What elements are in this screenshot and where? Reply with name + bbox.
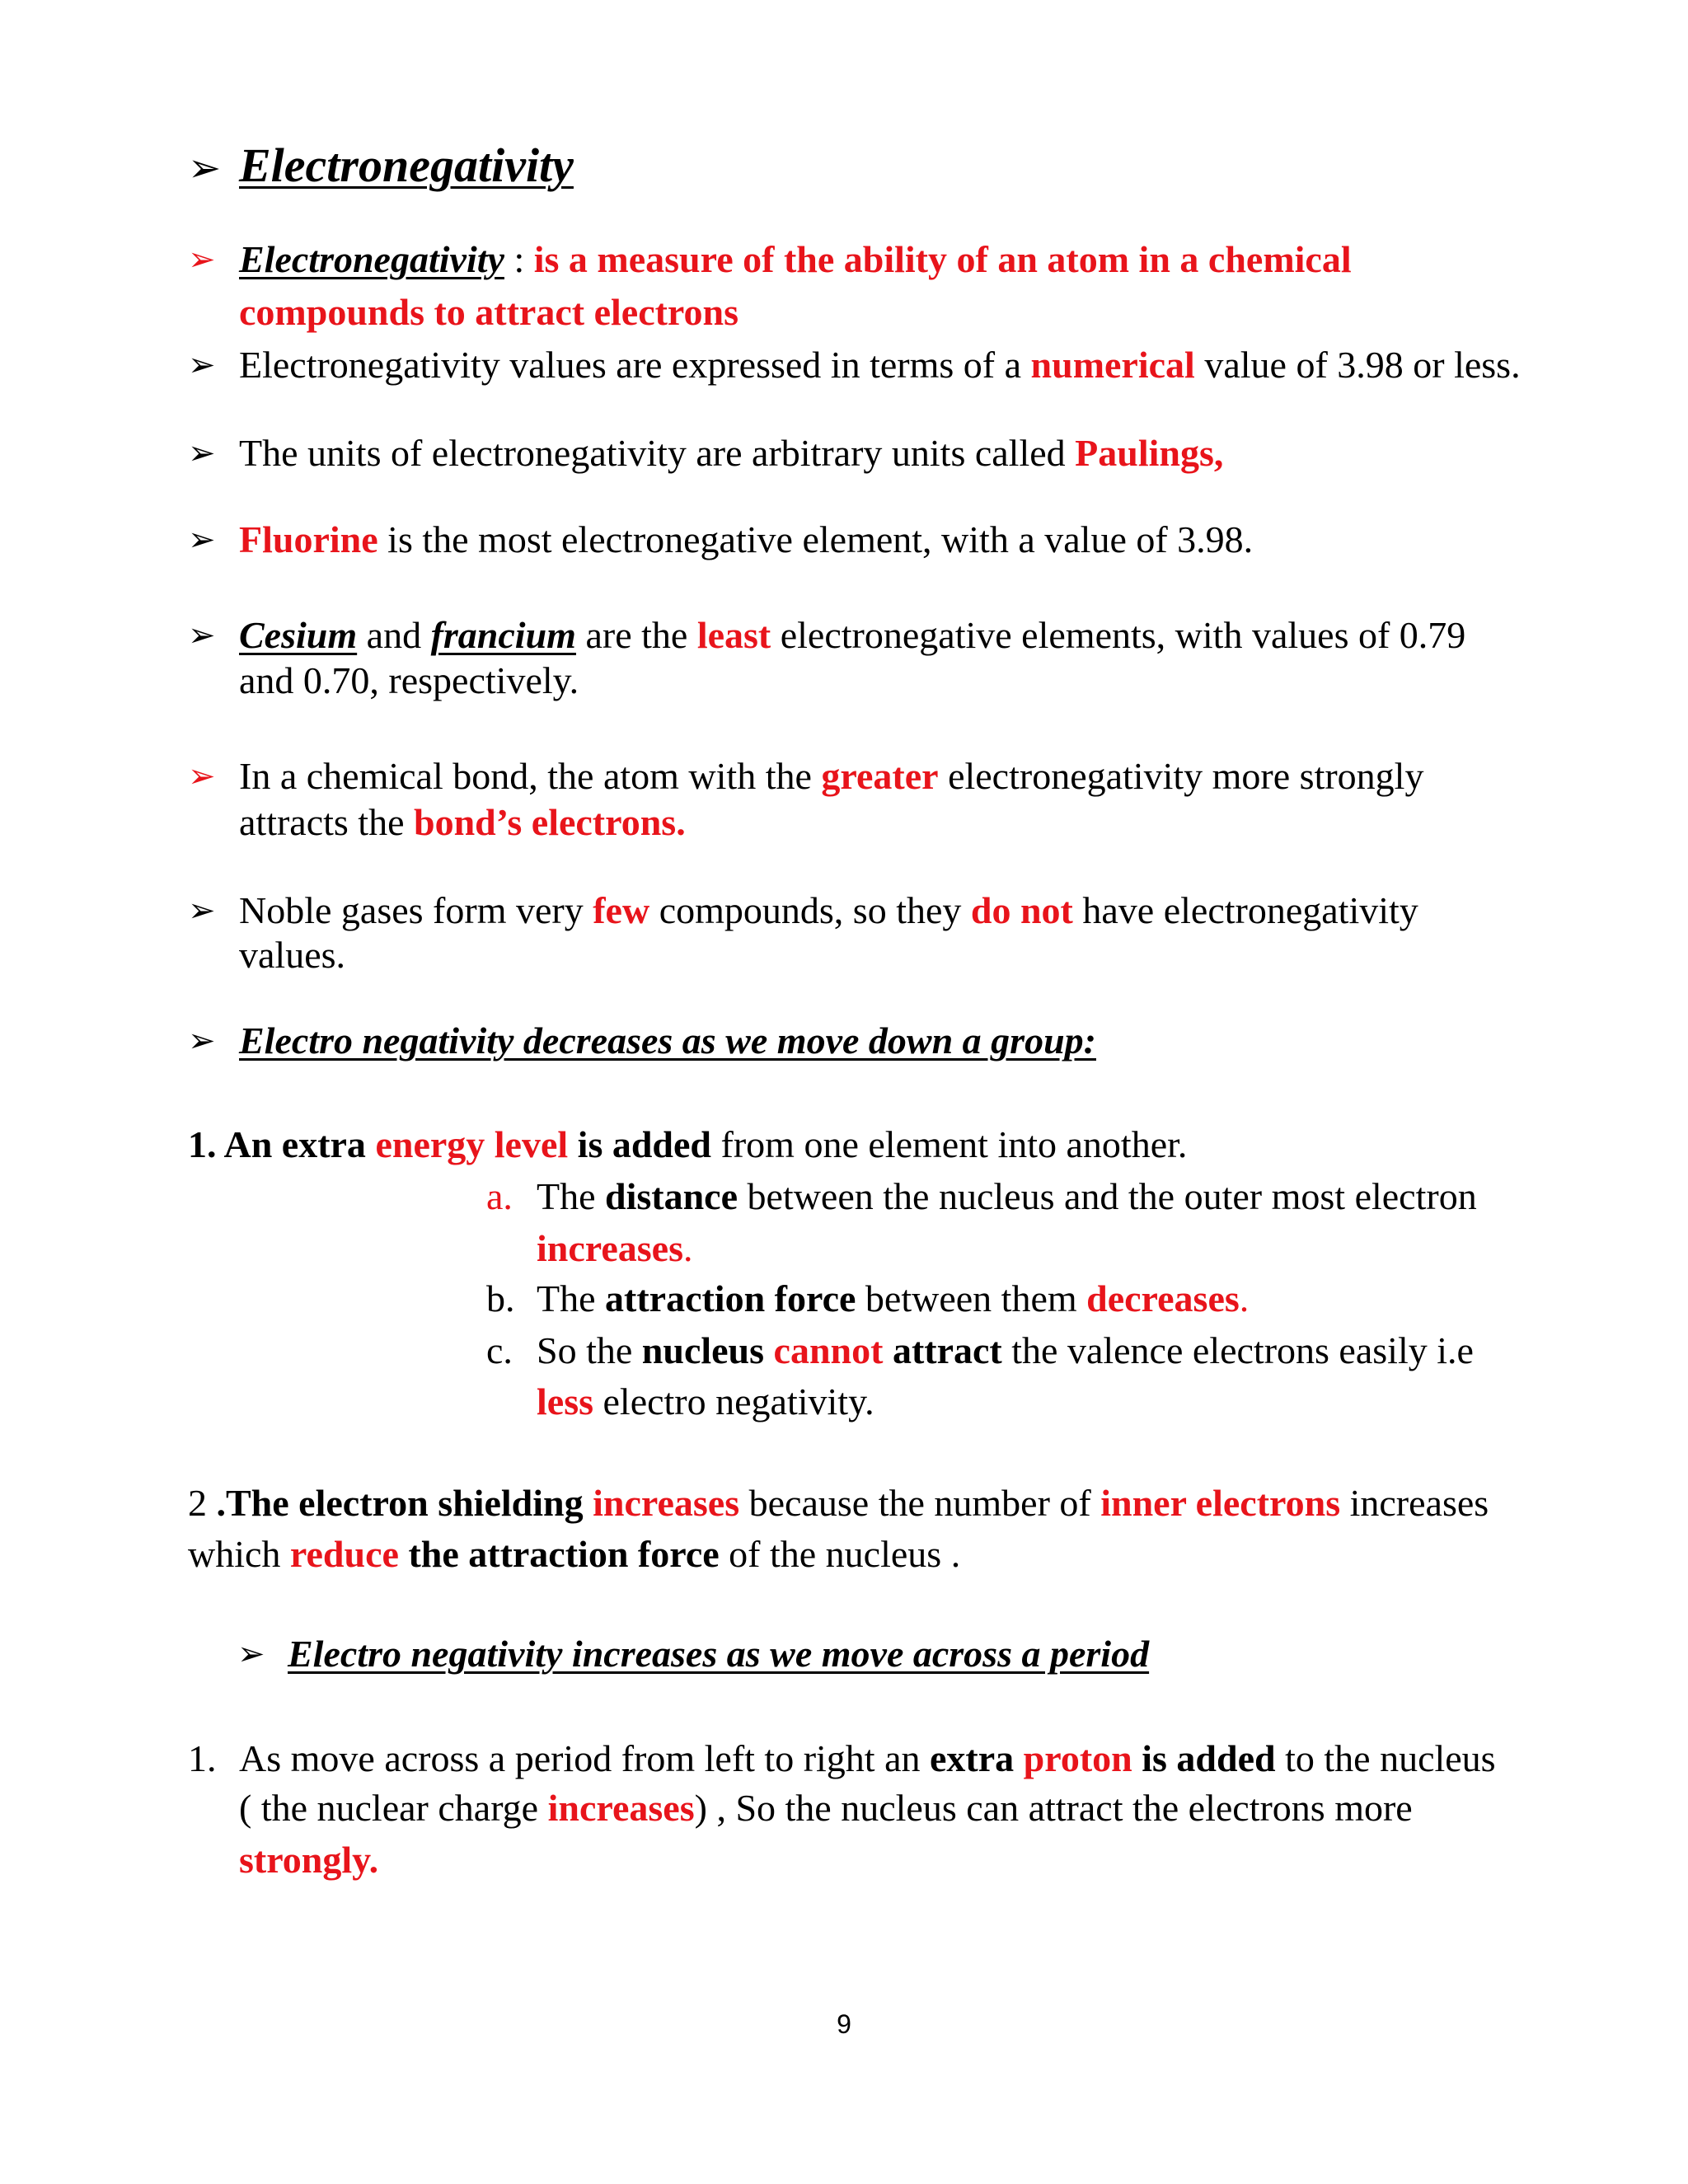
- values-text-end: value of 3.98 or less.: [1194, 344, 1521, 386]
- period-line2-end: ) , So the nucleus can attract the electrons more: [694, 1787, 1413, 1829]
- reason-line2-end: of the nucleus .: [719, 1533, 961, 1575]
- reason-highlight: energy level: [375, 1123, 569, 1165]
- values-line: [239, 342, 1521, 388]
- arrow-bullet-icon: ➢: [188, 616, 216, 654]
- cesium-and: and: [357, 614, 431, 656]
- noble-line-2: values.: [239, 934, 346, 976]
- period-reason-highlight: proton: [1023, 1737, 1132, 1779]
- arrow-bullet-icon: ➢: [188, 434, 216, 472]
- arrow-bullet-icon: ➢: [188, 757, 216, 795]
- arrow-bullet-icon: ➢: [188, 241, 216, 279]
- sub-a-text-end: between the nucleus and the outer most electron: [738, 1175, 1477, 1217]
- page-title: Electronegativity: [239, 138, 574, 192]
- reason-line2-highlight: reduce: [289, 1533, 399, 1575]
- reason-line2-text: which: [188, 1533, 290, 1575]
- cesium-line-2: and 0.70, respectively.: [239, 659, 579, 701]
- bond-line2-text: attracts the: [239, 801, 415, 843]
- period-reason-1-line-3: strongly.: [239, 1839, 379, 1881]
- arrow-bullet-icon: ➢: [188, 145, 222, 191]
- group-reason-1: [188, 1122, 1187, 1168]
- sub-item-c-line-1: [537, 1328, 1474, 1374]
- units-highlight: Paulings,: [1075, 432, 1224, 474]
- reason-text: from one element into another.: [711, 1123, 1188, 1165]
- definition-line-1: [239, 237, 1352, 283]
- reason-number: 1.: [188, 1123, 224, 1165]
- definition-colon: :: [504, 238, 534, 280]
- page-number: 9: [837, 2009, 851, 2039]
- reason-mid: because the number of: [739, 1482, 1101, 1524]
- bond-line2-highlight: bond’s electrons.: [414, 801, 686, 843]
- definition-term: Electronegativity: [239, 238, 504, 280]
- reason-bold: An extra: [223, 1123, 376, 1165]
- sub-c-line2-highlight: less: [537, 1380, 593, 1422]
- francium-term: francium: [430, 614, 576, 656]
- reason-highlight: increases: [593, 1482, 740, 1524]
- period-heading: Electro negativity increases as we move across a period: [288, 1633, 1150, 1675]
- arrow-bullet-icon: ➢: [188, 892, 216, 930]
- definition-text: is a measure of the ability of an atom in a chemical: [533, 238, 1352, 280]
- sub-item-a-line-2: [537, 1226, 693, 1272]
- fluorine-line: [239, 517, 1253, 563]
- sub-a-period: .: [683, 1227, 693, 1269]
- bond-line-1: [239, 753, 1423, 799]
- definition-line-2: compounds to attract electrons: [239, 291, 738, 333]
- arrow-bullet-icon: ➢: [188, 521, 216, 559]
- units-line: [239, 430, 1223, 476]
- bond-text: In a chemical bond, the atom with the: [239, 755, 822, 797]
- period-reason-text: As move across a period from left to right an: [239, 1737, 930, 1779]
- sub-c-highlight: cannot: [773, 1329, 884, 1371]
- sub-c-bold-2: attract: [883, 1329, 1002, 1371]
- sub-a-highlight: increases: [537, 1227, 684, 1269]
- noble-highlight-few: few: [593, 889, 650, 931]
- cesium-line-1: [239, 612, 1465, 658]
- arrow-bullet-icon: ➢: [188, 346, 216, 384]
- sub-b-period: .: [1239, 1277, 1250, 1319]
- fluorine-highlight: Fluorine: [239, 518, 378, 560]
- sub-b-bold: attraction force: [605, 1277, 856, 1319]
- group-reason-2-line-2: [188, 1531, 960, 1577]
- values-text: Electronegativity values are expressed in terms of a: [239, 344, 1031, 386]
- sub-label-c: c.: [486, 1329, 513, 1371]
- reason-line2-bold: the attraction force: [398, 1533, 720, 1575]
- sub-label-a: a.: [486, 1175, 513, 1217]
- cesium-term: Cesium: [239, 614, 358, 656]
- cesium-mid: are the: [575, 614, 697, 656]
- reason-number: 2: [188, 1482, 217, 1524]
- arrow-bullet-icon: ➢: [237, 1635, 265, 1673]
- sub-a-bold: distance: [605, 1175, 738, 1217]
- noble-mid: compounds, so they: [649, 889, 971, 931]
- bond-text-end: electronegativity more strongly: [938, 755, 1424, 797]
- cesium-highlight: least: [696, 614, 771, 656]
- noble-text-end: have electronegativity: [1072, 889, 1418, 931]
- period-reason-bold-2: is added: [1132, 1737, 1276, 1779]
- period-reason-number: 1.: [188, 1737, 217, 1779]
- sub-item-a-line-1: [537, 1174, 1477, 1220]
- sub-c-text-end: the valence electrons easily i.e: [1001, 1329, 1474, 1371]
- sub-b-mid: between them: [856, 1277, 1087, 1319]
- reason-highlight-2: inner electrons: [1100, 1482, 1341, 1524]
- fluorine-text: is the most electronegative element, with a value of 3.98.: [377, 518, 1254, 560]
- reason-text-end: increases: [1340, 1482, 1489, 1524]
- sub-b-highlight: decreases: [1086, 1277, 1240, 1319]
- bond-line-2: [239, 799, 686, 846]
- values-highlight: numerical: [1030, 344, 1195, 386]
- sub-c-bold: nucleus: [641, 1329, 765, 1371]
- cesium-text: electronegative elements, with values of 0.79: [771, 614, 1466, 656]
- bond-highlight: greater: [821, 755, 939, 797]
- sub-b-text: The: [537, 1277, 606, 1319]
- noble-highlight-do-not: do not: [970, 889, 1073, 931]
- period-line2-text: ( the nuclear charge: [239, 1787, 548, 1829]
- reason-bold: .The electron shielding: [216, 1482, 593, 1524]
- arrow-bullet-icon: ➢: [188, 1022, 216, 1060]
- sub-c-line2-text: electro negativity.: [593, 1380, 874, 1422]
- units-text: The units of electronegativity are arbitrary units called: [239, 432, 1076, 474]
- period-line2-highlight: increases: [547, 1787, 695, 1829]
- sub-label-b: b.: [486, 1277, 515, 1319]
- noble-text: Noble gases form very: [239, 889, 593, 931]
- period-reason-1-line-2: [239, 1785, 1413, 1831]
- sub-item-b: [537, 1276, 1249, 1322]
- sub-item-c-line-2: [537, 1379, 874, 1425]
- sub-c-text: So the: [537, 1329, 642, 1371]
- sub-c-space: [764, 1329, 774, 1371]
- group-reason-2-line-1: [188, 1480, 1489, 1526]
- noble-line-1: [239, 888, 1418, 934]
- period-reason-bold: extra: [930, 1737, 1024, 1779]
- period-reason-1-line-1: [239, 1736, 1496, 1782]
- reason-bold-2: is added: [568, 1123, 712, 1165]
- sub-a-text: The: [537, 1175, 606, 1217]
- period-reason-text-end: to the nucleus: [1275, 1737, 1496, 1779]
- group-heading: Electro negativity decreases as we move down a group:: [239, 1019, 1096, 1062]
